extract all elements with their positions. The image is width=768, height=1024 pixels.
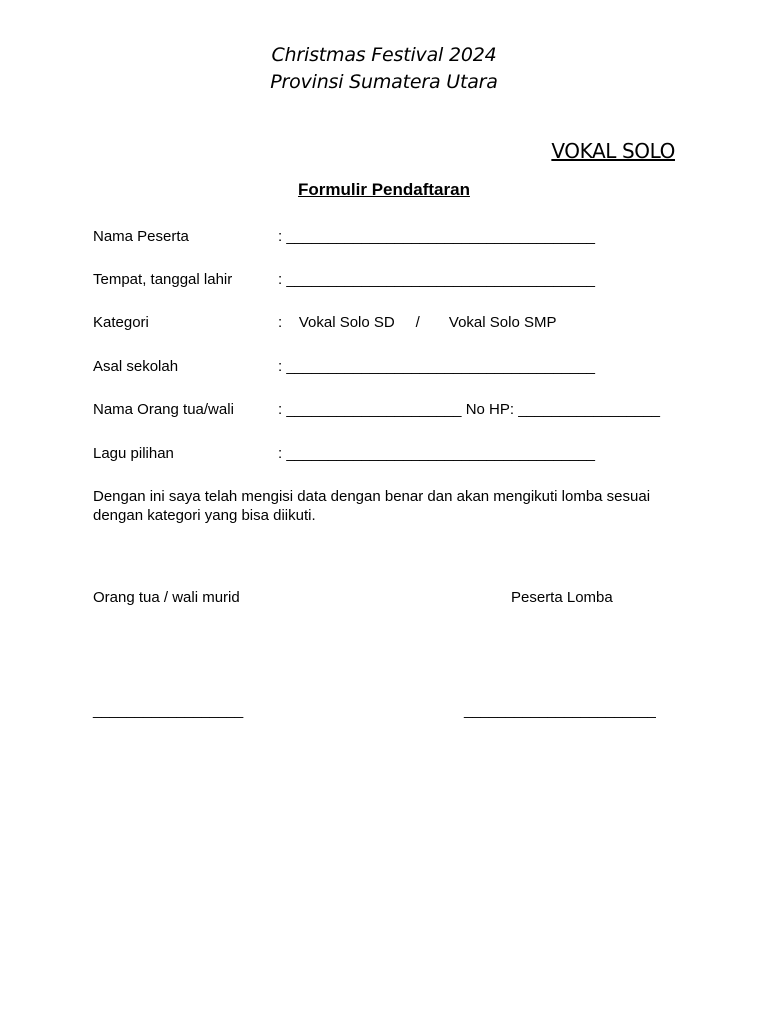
- field-label-nama-orang-tua: Nama Orang tua/wali: [93, 401, 234, 418]
- field-value-kategori: : Vokal Solo SD / Vokal Solo SMP: [278, 314, 557, 331]
- field-label-kategori: Kategori: [93, 314, 149, 331]
- field-value-tempat-tanggal-lahir: : _____________________________________: [278, 271, 595, 288]
- signature-line-parent: __________________: [93, 702, 244, 719]
- signature-line-participant: _______________________: [464, 702, 656, 719]
- field-value-nama-orang-tua: : _____________________ No HP: _________________: [278, 401, 661, 418]
- field-label-nama-peserta: Nama Peserta: [93, 228, 189, 245]
- signature-label-participant: Peserta Lomba: [511, 589, 613, 606]
- field-label-asal-sekolah: Asal sekolah: [93, 358, 179, 375]
- field-value-nama-peserta: : _____________________________________: [278, 228, 595, 245]
- document-subtitle: Provinsi Sumatera Utara: [270, 71, 498, 93]
- field-value-lagu-pilihan: : _____________________________________: [278, 445, 595, 462]
- field-value-asal-sekolah: : _____________________________________: [278, 358, 595, 375]
- field-label-lagu-pilihan: Lagu pilihan: [93, 445, 174, 462]
- signature-label-parent: Orang tua / wali murid: [93, 589, 240, 606]
- category-heading: VOKAL SOLO: [551, 139, 675, 163]
- field-label-tempat-tanggal-lahir: Tempat, tanggal lahir: [93, 271, 233, 288]
- declaration-statement: Dengan ini saya telah mengisi data dengan benar dan akan mengikuti lomba sesuai dengan kategori yang bisa diikuti.: [93, 488, 651, 524]
- document-title: Christmas Festival 2024: [271, 44, 497, 66]
- form-title: Formulir Pendaftaran: [298, 180, 470, 199]
